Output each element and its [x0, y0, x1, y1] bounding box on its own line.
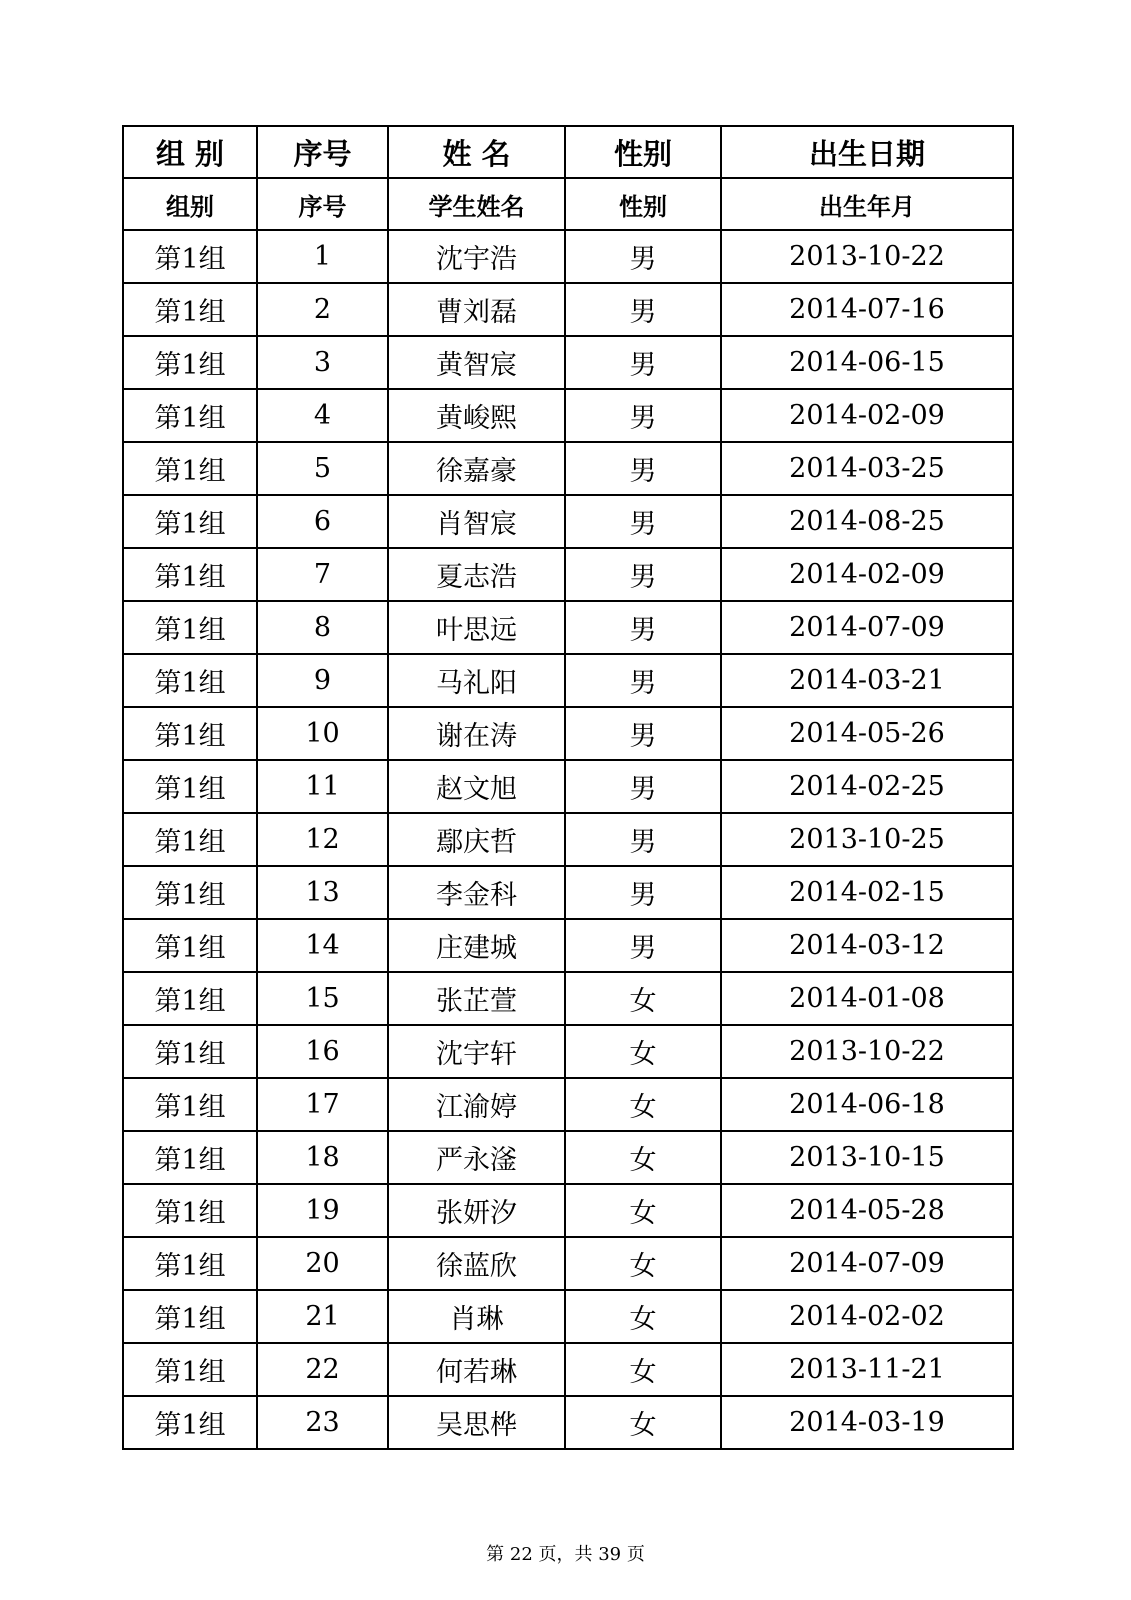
cell-gender: 女: [565, 1290, 721, 1343]
table-row: [123, 336, 1013, 389]
cell-student-name: 张妍汐: [388, 1184, 565, 1237]
cell-group: 第1组: [123, 1396, 257, 1449]
cell-birthdate: 2014-03-19: [721, 1396, 1013, 1449]
header-gender: 性别: [565, 126, 721, 178]
header-group: 组 别: [123, 126, 257, 178]
table-row: [123, 866, 1013, 919]
cell-number: 8: [257, 601, 388, 654]
cell-student-name: 肖智宸: [388, 495, 565, 548]
table-row: [123, 654, 1013, 707]
cell-group: 第1组: [123, 654, 257, 707]
cell-student-name: 谢在涛: [388, 707, 565, 760]
cell-birthdate: 2014-08-25: [721, 495, 1013, 548]
cell-gender: 男: [565, 919, 721, 972]
cell-gender: 男: [565, 866, 721, 919]
header-number: 序号: [257, 126, 388, 178]
table-row: [123, 707, 1013, 760]
cell-group: 第1组: [123, 972, 257, 1025]
title-header-row: [123, 126, 1013, 178]
cell-group: 第1组: [123, 1025, 257, 1078]
cell-number: 10: [257, 707, 388, 760]
cell-student-name: 赵文旭: [388, 760, 565, 813]
table-row: [123, 1184, 1013, 1237]
table-row: [123, 230, 1013, 283]
cell-gender: 男: [565, 601, 721, 654]
table-row: [123, 495, 1013, 548]
cell-gender: 男: [565, 283, 721, 336]
cell-gender: 女: [565, 1078, 721, 1131]
cell-student-name: 马礼阳: [388, 654, 565, 707]
table-row: [123, 1290, 1013, 1343]
cell-birthdate: 2014-02-25: [721, 760, 1013, 813]
cell-group: 第1组: [123, 1131, 257, 1184]
cell-group: 第1组: [123, 1343, 257, 1396]
cell-number: 18: [257, 1131, 388, 1184]
table-row: [123, 1131, 1013, 1184]
cell-birthdate: 2014-07-09: [721, 1237, 1013, 1290]
table-row: [123, 548, 1013, 601]
cell-birthdate: 2013-10-22: [721, 1025, 1013, 1078]
cell-number: 14: [257, 919, 388, 972]
table-row: [123, 813, 1013, 866]
cell-birthdate: 2014-07-09: [721, 601, 1013, 654]
cell-number: 13: [257, 866, 388, 919]
table-row: [123, 919, 1013, 972]
cell-number: 21: [257, 1290, 388, 1343]
cell-birthdate: 2014-03-21: [721, 654, 1013, 707]
cell-birthdate: 2014-02-09: [721, 389, 1013, 442]
cell-gender: 女: [565, 1184, 721, 1237]
cell-group: 第1组: [123, 601, 257, 654]
cell-student-name: 夏志浩: [388, 548, 565, 601]
cell-number: 7: [257, 548, 388, 601]
table-row: [123, 442, 1013, 495]
cell-number: 4: [257, 389, 388, 442]
cell-gender: 女: [565, 1025, 721, 1078]
table-row: [123, 601, 1013, 654]
cell-group: 第1组: [123, 1078, 257, 1131]
cell-group: 第1组: [123, 866, 257, 919]
cell-gender: 男: [565, 707, 721, 760]
cell-student-name: 黄智宸: [388, 336, 565, 389]
cell-gender: 女: [565, 972, 721, 1025]
cell-group: 第1组: [123, 442, 257, 495]
cell-birthdate: 2013-10-22: [721, 230, 1013, 283]
table-row: [123, 760, 1013, 813]
cell-birthdate: 2013-11-21: [721, 1343, 1013, 1396]
cell-gender: 男: [565, 495, 721, 548]
cell-number: 12: [257, 813, 388, 866]
column-header-row: [123, 178, 1013, 230]
cell-birthdate: 2014-06-15: [721, 336, 1013, 389]
cell-gender: 男: [565, 654, 721, 707]
column-group: 组别: [123, 178, 257, 230]
cell-birthdate: 2014-07-16: [721, 283, 1013, 336]
cell-student-name: 肖琳: [388, 1290, 565, 1343]
cell-student-name: 鄢庆哲: [388, 813, 565, 866]
cell-gender: 女: [565, 1237, 721, 1290]
cell-student-name: 严永滏: [388, 1131, 565, 1184]
cell-number: 15: [257, 972, 388, 1025]
cell-student-name: 叶思远: [388, 601, 565, 654]
cell-birthdate: 2014-01-08: [721, 972, 1013, 1025]
cell-student-name: 江渝婷: [388, 1078, 565, 1131]
cell-group: 第1组: [123, 707, 257, 760]
cell-student-name: 何若琳: [388, 1343, 565, 1396]
page-footer: 第 22 页，共 39 页: [486, 1544, 645, 1565]
cell-group: 第1组: [123, 389, 257, 442]
cell-number: 19: [257, 1184, 388, 1237]
student-roster-table: [122, 125, 1014, 1450]
cell-number: 9: [257, 654, 388, 707]
cell-group: 第1组: [123, 548, 257, 601]
cell-gender: 男: [565, 442, 721, 495]
cell-birthdate: 2014-03-12: [721, 919, 1013, 972]
cell-student-name: 沈宇轩: [388, 1025, 565, 1078]
cell-group: 第1组: [123, 1184, 257, 1237]
cell-gender: 女: [565, 1131, 721, 1184]
table-row: [123, 389, 1013, 442]
column-number: 序号: [257, 178, 388, 230]
cell-birthdate: 2014-05-28: [721, 1184, 1013, 1237]
cell-group: 第1组: [123, 283, 257, 336]
cell-gender: 男: [565, 336, 721, 389]
cell-student-name: 李金科: [388, 866, 565, 919]
cell-birthdate: 2014-06-18: [721, 1078, 1013, 1131]
cell-gender: 男: [565, 389, 721, 442]
cell-number: 2: [257, 283, 388, 336]
cell-number: 20: [257, 1237, 388, 1290]
cell-group: 第1组: [123, 1290, 257, 1343]
cell-student-name: 吴思桦: [388, 1396, 565, 1449]
table-body: [123, 126, 1013, 1449]
cell-number: 3: [257, 336, 388, 389]
cell-gender: 男: [565, 760, 721, 813]
header-birthdate: 出生日期: [721, 126, 1013, 178]
table-row: [123, 1343, 1013, 1396]
cell-gender: 男: [565, 230, 721, 283]
column-birth-month: 出生年月: [721, 178, 1013, 230]
cell-group: 第1组: [123, 495, 257, 548]
cell-student-name: 徐嘉豪: [388, 442, 565, 495]
cell-group: 第1组: [123, 230, 257, 283]
cell-group: 第1组: [123, 919, 257, 972]
cell-group: 第1组: [123, 1237, 257, 1290]
cell-student-name: 黄峻熙: [388, 389, 565, 442]
cell-student-name: 庄建城: [388, 919, 565, 972]
cell-birthdate: 2013-10-25: [721, 813, 1013, 866]
table-row: [123, 1078, 1013, 1131]
cell-number: 5: [257, 442, 388, 495]
table-row: [123, 1237, 1013, 1290]
cell-birthdate: 2014-02-15: [721, 866, 1013, 919]
header-name: 姓 名: [388, 126, 565, 178]
cell-gender: 女: [565, 1343, 721, 1396]
table-row: [123, 1025, 1013, 1078]
cell-number: 16: [257, 1025, 388, 1078]
cell-number: 11: [257, 760, 388, 813]
cell-gender: 女: [565, 1396, 721, 1449]
cell-birthdate: 2014-02-02: [721, 1290, 1013, 1343]
cell-number: 17: [257, 1078, 388, 1131]
cell-group: 第1组: [123, 760, 257, 813]
cell-number: 1: [257, 230, 388, 283]
cell-student-name: 张芷萱: [388, 972, 565, 1025]
cell-gender: 男: [565, 813, 721, 866]
cell-gender: 男: [565, 548, 721, 601]
cell-number: 22: [257, 1343, 388, 1396]
cell-birthdate: 2014-05-26: [721, 707, 1013, 760]
table-row: [123, 283, 1013, 336]
cell-birthdate: 2013-10-15: [721, 1131, 1013, 1184]
cell-group: 第1组: [123, 336, 257, 389]
cell-student-name: 沈宇浩: [388, 230, 565, 283]
column-student-name: 学生姓名: [388, 178, 565, 230]
cell-birthdate: 2014-02-09: [721, 548, 1013, 601]
cell-birthdate: 2014-03-25: [721, 442, 1013, 495]
cell-student-name: 曹刘磊: [388, 283, 565, 336]
cell-group: 第1组: [123, 813, 257, 866]
column-gender: 性别: [565, 178, 721, 230]
table-row: [123, 1396, 1013, 1449]
cell-student-name: 徐蓝欣: [388, 1237, 565, 1290]
cell-number: 23: [257, 1396, 388, 1449]
table-row: [123, 972, 1013, 1025]
cell-number: 6: [257, 495, 388, 548]
